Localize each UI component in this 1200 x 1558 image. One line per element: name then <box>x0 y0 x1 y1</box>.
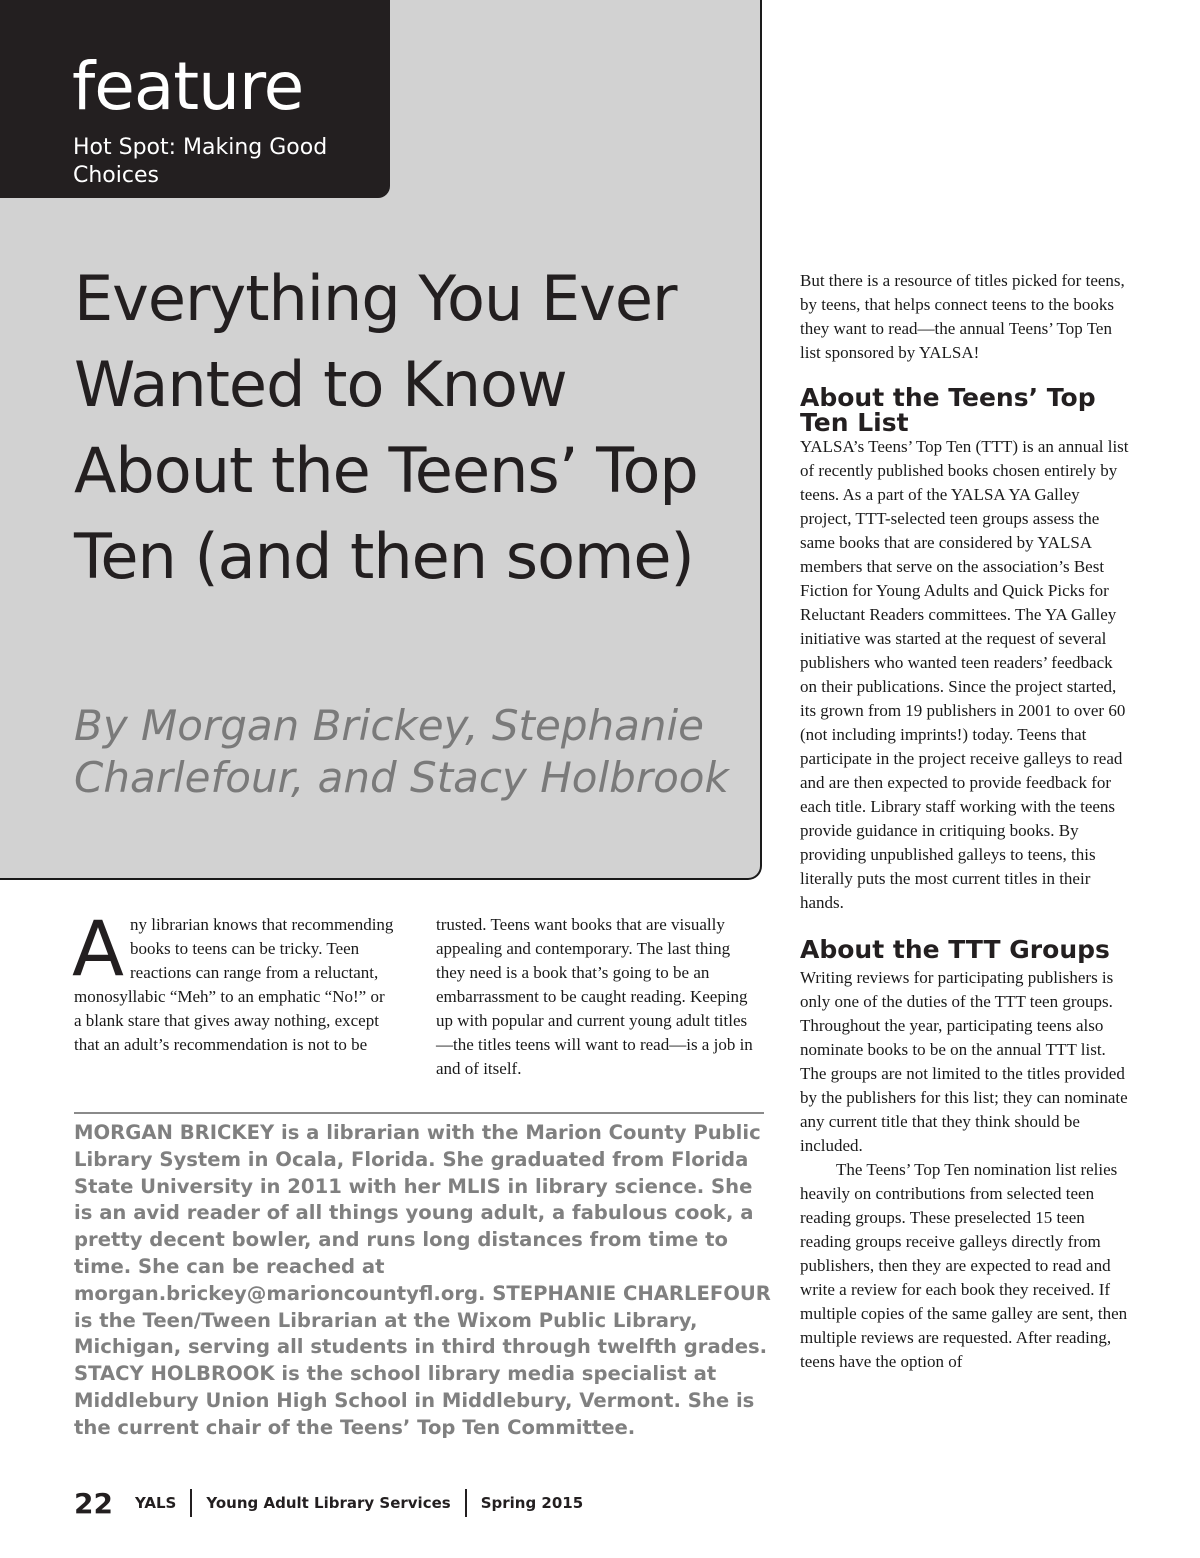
body-paragraph-about-list: YALSA’s Teens’ Top Ten (TTT) is an annual list of recently published books chosen entirely by teens. As a part of the YALSA YA Galley project, TTT-selected teen groups assess the same books that are considered by YALSA members that serve on the association’s Best Fiction for Young Adults and Quick Picks for Reluctant Readers committees. The YA Galley initiative was started at the request of several publishers who wanted teen readers’ feedback on their publications. Since the project started, its grown from 19 publishers in 2001 to over 60 (not including imprints!) today. Teens that participate in the project receive galleys to read and are then expected to provide feedback for each title. Library staff working with the teens provide guidance in critiquing books. By providing unpublished galleys to teens, this literally puts the most current titles in their hands. <box>800 437 1129 912</box>
body-column-2 <box>436 913 762 1081</box>
journal-short-name: YALS <box>134 1494 177 1512</box>
body-paragraph-resource: But there is a resource of titles picked for teens, by teens, that helps connect teens to the books they want to read—the annual Teens’ Top Ten list sponsored by YALSA! <box>800 271 1125 362</box>
heading-about-groups: About the TTT Groups <box>800 935 1110 964</box>
page-number: 22 <box>74 1486 113 1520</box>
drop-cap: A <box>72 904 124 993</box>
heading-about-list: About the Teens’ Top Ten List <box>800 383 1096 437</box>
footer-separator <box>465 1489 467 1517</box>
body-paragraph-intro: ny librarian knows that recommending books to teens can be tricky. Teen reactions can range from a reluctant, monosyllabic “Meh” to an emphatic “No!” or a blank stare that gives away nothing, except that an adult’s recommendation is not to be <box>74 915 394 1054</box>
page-footer <box>74 1486 583 1520</box>
article-byline: By Morgan Brickey, Stephanie Charlefour, and Stacy Holbrook <box>74 701 729 802</box>
section-label: feature <box>72 48 304 125</box>
body-column-1 <box>72 904 394 1057</box>
author-bio: MORGAN BRICKEY is a librarian with the Marion County Public Library System in Ocala, Florida. She graduated from Florida State University in 2011 with her MLIS in library science. She is an avid reader of all things young adult, a fabulous cook, a pretty decent bowler, and runs long distances from time to time. She can be reached at morgan.brickey@marioncountyfl.org. STEPHANIE CHARLEFOUR is the Teen/Tween Librarian at the Wixom Public Library, Michigan, serving all students in third through twelfth grades. STACY HOLBROOK is the school library media specialist at Middlebury Union High School in Middlebury, Vermont. She is the current chair of the Teens’ Top Ten Committee. <box>74 1121 771 1439</box>
section-tab <box>0 0 390 198</box>
body-paragraph-groups-1: Writing reviews for participating publishers is only one of the duties of the TTT teen groups. Throughout the year, participating teens also nominate books to be on the annual TTT list. The groups are not limited to the titles provided by the publishers for this list; they can nominate any current title that they think should be included. <box>800 968 1128 1155</box>
body-paragraph-continued: trusted. Teens want books that are visually appealing and contemporary. The last thing they need is a book that’s going to be an embarrassment to be caught reading. Keeping up with popular and current young adult titles—the titles teens will want to read—is a job in and of itself. <box>436 915 753 1078</box>
footer-separator <box>190 1489 192 1517</box>
article-title: Everything You Ever Wanted to Know About the Teens’ Top Ten (and then some) <box>74 262 698 593</box>
issue-date: Spring 2015 <box>480 1494 584 1512</box>
body-paragraph-groups-2: The Teens’ Top Ten nomination list relies heavily on contributions from selected teen reading groups. These preselected 15 teen reading groups receive galleys directly from publishers, then they are expected to read and write a review for each book they received. If multiple copies of the same galley are sent, then multiple reviews are requested. After reading, teens have the option of <box>800 1160 1128 1371</box>
bio-divider <box>74 1112 764 1114</box>
body-column-3 <box>800 269 1130 1374</box>
section-subtitle: Hot Spot: Making Good Choices <box>73 135 328 188</box>
journal-full-name: Young Adult Library Services <box>206 1494 451 1512</box>
